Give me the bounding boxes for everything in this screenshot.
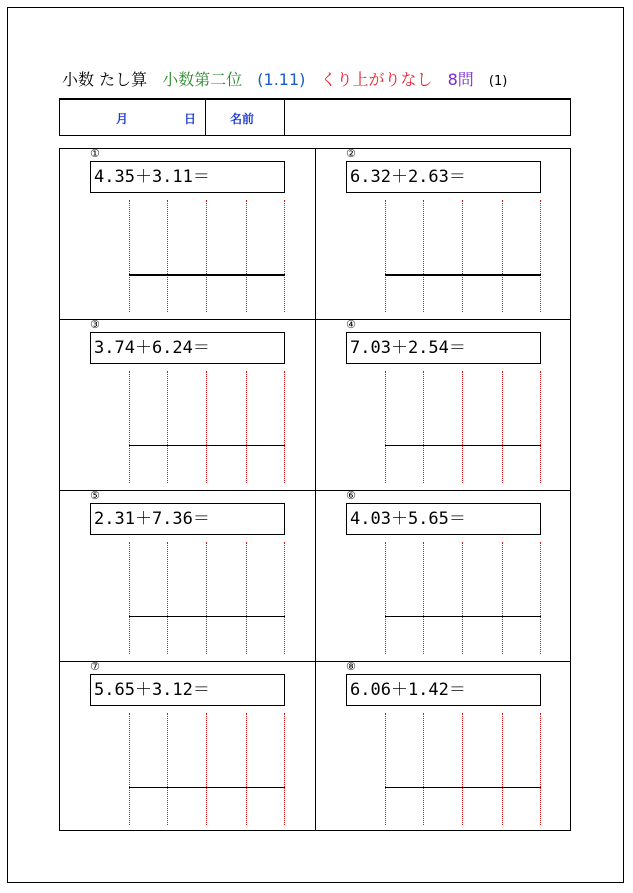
problem-expression: 6.06＋1.42＝ bbox=[346, 674, 541, 706]
problem-expression: 3.74＋6.24＝ bbox=[90, 332, 285, 364]
date-cell[interactable] bbox=[60, 100, 206, 135]
name-field[interactable] bbox=[285, 100, 569, 135]
worksheet-title bbox=[62, 68, 517, 92]
problem-cell bbox=[60, 149, 316, 320]
month-label: 月 bbox=[116, 112, 129, 126]
problem-number: ② bbox=[346, 147, 356, 160]
problem-cell bbox=[316, 320, 572, 491]
title-topic: 小数 たし算 bbox=[62, 70, 148, 89]
problem-number: ④ bbox=[346, 318, 356, 331]
problem-number: ⑧ bbox=[346, 660, 356, 673]
answer-line bbox=[385, 445, 541, 446]
day-label: 日 bbox=[184, 112, 197, 126]
problem-cell bbox=[316, 491, 572, 662]
answer-line bbox=[385, 274, 541, 276]
problem-number: ③ bbox=[90, 318, 100, 331]
title-range: (1.11) bbox=[257, 70, 306, 89]
answer-line bbox=[129, 787, 285, 788]
answer-area[interactable] bbox=[385, 790, 541, 824]
problem-cell bbox=[60, 320, 316, 491]
problem-cell bbox=[60, 662, 316, 833]
answer-area[interactable] bbox=[385, 619, 541, 653]
answer-area[interactable] bbox=[129, 277, 285, 311]
problem-grid bbox=[59, 148, 571, 831]
title-level: 小数第二位 bbox=[162, 70, 243, 89]
answer-area[interactable] bbox=[129, 619, 285, 653]
name-date-bar bbox=[59, 98, 571, 136]
problem-cell bbox=[60, 491, 316, 662]
problem-number: ⑦ bbox=[90, 660, 100, 673]
title-sheet-number: (1) bbox=[488, 74, 508, 89]
problem-cell bbox=[316, 662, 572, 833]
answer-area[interactable] bbox=[385, 277, 541, 311]
problem-expression: 6.32＋2.63＝ bbox=[346, 161, 541, 193]
title-count: 8問 bbox=[447, 70, 474, 89]
answer-line bbox=[385, 787, 541, 788]
name-label: 名前 bbox=[230, 112, 255, 126]
problem-expression: 2.31＋7.36＝ bbox=[90, 503, 285, 535]
answer-line bbox=[385, 616, 541, 617]
answer-line bbox=[129, 616, 285, 617]
title-carry: くり上がりなし bbox=[320, 70, 433, 89]
answer-line bbox=[129, 445, 285, 446]
problem-number: ⑥ bbox=[346, 489, 356, 502]
answer-area[interactable] bbox=[129, 448, 285, 482]
answer-line bbox=[129, 274, 285, 276]
problem-expression: 5.65＋3.12＝ bbox=[90, 674, 285, 706]
problem-cell bbox=[316, 149, 572, 320]
name-label-cell bbox=[206, 100, 285, 135]
answer-area[interactable] bbox=[129, 790, 285, 824]
problem-expression: 4.35＋3.11＝ bbox=[90, 161, 285, 193]
problem-expression: 4.03＋5.65＝ bbox=[346, 503, 541, 535]
problem-number: ⑤ bbox=[90, 489, 100, 502]
problem-expression: 7.03＋2.54＝ bbox=[346, 332, 541, 364]
answer-area[interactable] bbox=[385, 448, 541, 482]
problem-number: ① bbox=[90, 147, 100, 160]
